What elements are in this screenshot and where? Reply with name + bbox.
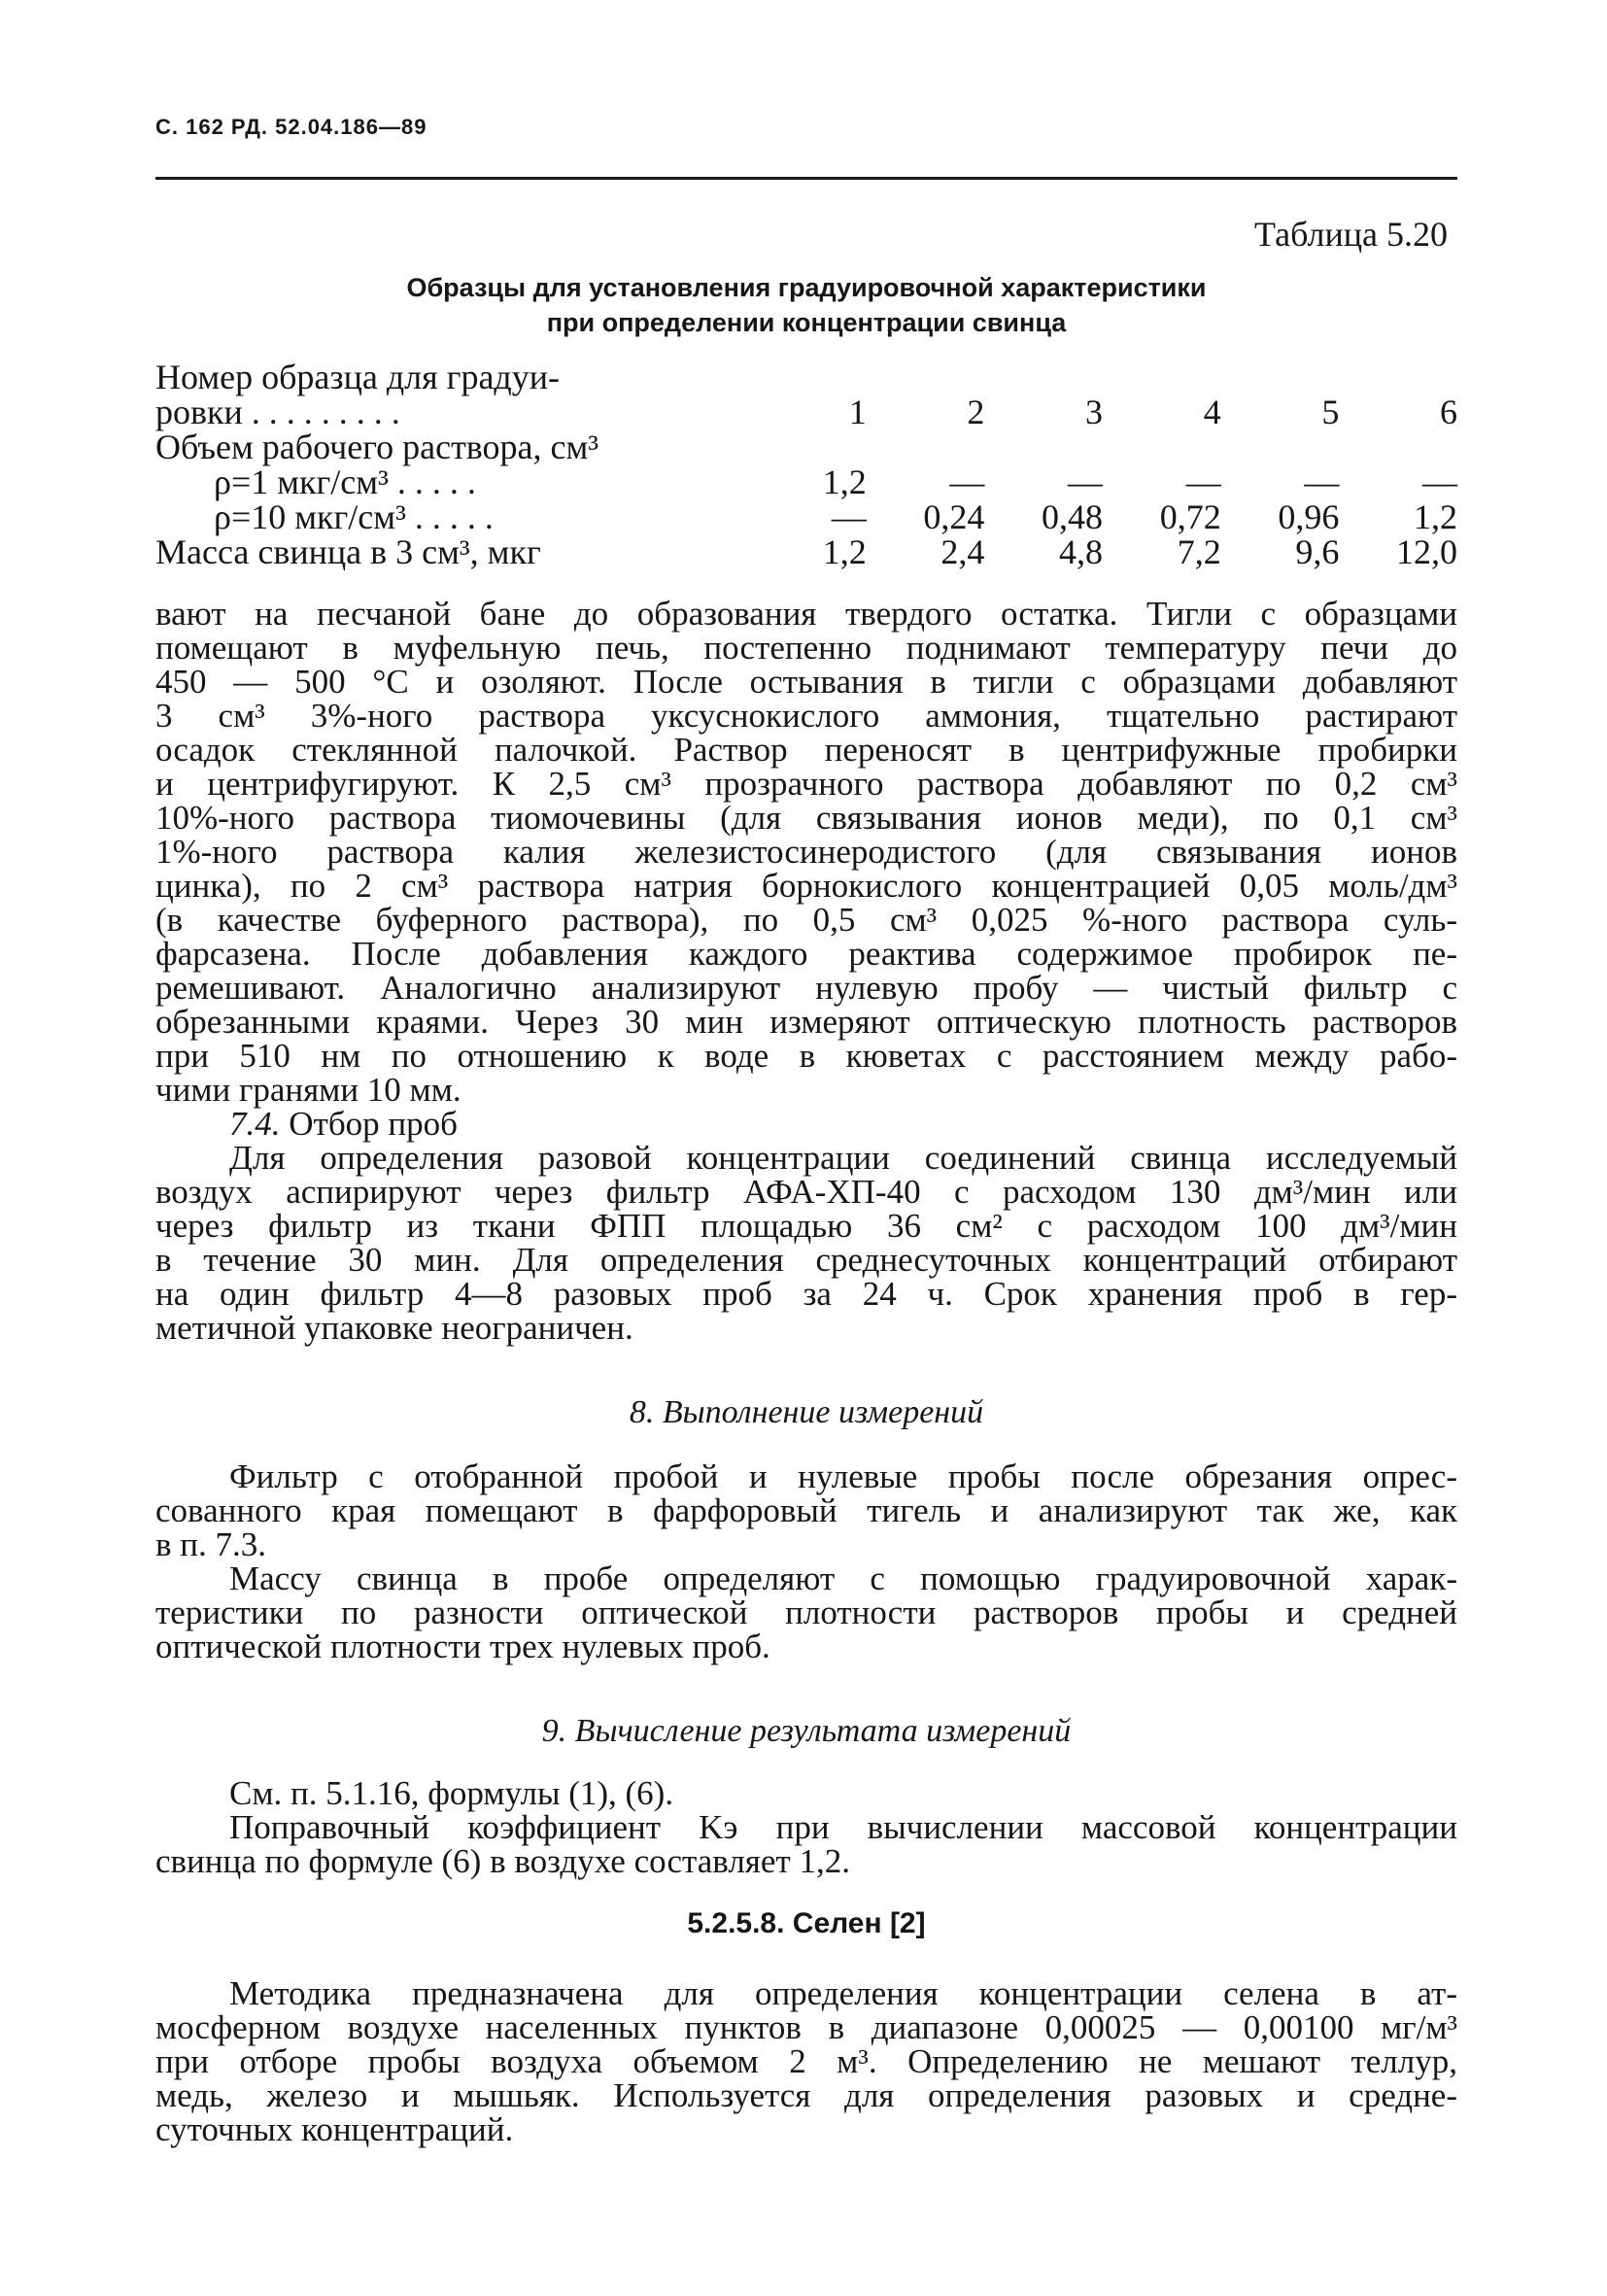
table-cell: — bbox=[1185, 463, 1221, 501]
section-8-text bbox=[155, 1459, 1457, 1663]
text-line: помещают в муфельную печь, постепенно поднимают температуру печи до bbox=[155, 629, 1457, 667]
text-line: свинца по формуле (6) в воздухе составляет 1,2. bbox=[155, 1842, 850, 1880]
section-7-4-heading bbox=[155, 1107, 1457, 1141]
table-cell: 1 bbox=[848, 393, 867, 431]
table-cell: 2,4 bbox=[940, 532, 985, 571]
text-line: на один фильтр 4—8 разовых проб за 24 ч. Срок хранения проб в гер- bbox=[155, 1275, 1457, 1313]
text-line: вают на песчаной бане до образования твердого остатка. Тигли с образцами bbox=[155, 595, 1457, 633]
text-line: чими гранями 10 мм. bbox=[155, 1071, 462, 1109]
text-line: сованного края помещают в фарфоровый тигель и анализируют так же, как bbox=[155, 1491, 1457, 1529]
section-9-heading: 9. Вычисление результата измерений bbox=[541, 1713, 1072, 1749]
table-cell: — bbox=[1304, 463, 1340, 501]
table-row bbox=[155, 534, 1457, 569]
table-cell: 1,2 bbox=[822, 463, 867, 501]
table-cell: 7,2 bbox=[1177, 532, 1221, 571]
text-line: Поправочный коэффициент Kэ при вычислении массовой концентрации bbox=[229, 1808, 1457, 1846]
section-title: Отбор проб bbox=[280, 1105, 458, 1143]
table-cell: — bbox=[1422, 463, 1457, 501]
table-cell: — bbox=[949, 463, 985, 501]
text-line: Методика предназначена для определения концентрации селена в ат- bbox=[229, 1974, 1457, 2012]
table-title-line: Образцы для установления градуировочной характеристики bbox=[406, 273, 1207, 302]
text-line: в течение 30 мин. Для определения среднесуточных концентраций отбирают bbox=[155, 1241, 1457, 1279]
header-rule bbox=[155, 177, 1457, 180]
text-line: Фильтр с отобранной пробой и нулевые пробы после обрезания опрес- bbox=[229, 1457, 1457, 1495]
text-line: Для определения разовой концентрации соединений свинца исследуемый bbox=[229, 1139, 1457, 1177]
main-text bbox=[155, 597, 1457, 1345]
section-number: 7.4. bbox=[229, 1105, 281, 1143]
text-line: воздух аспирируют через фильтр АФА-ХП-40 с расходом 130 дм³/мин или bbox=[155, 1173, 1457, 1211]
table-cell: 1,2 bbox=[822, 532, 867, 571]
text-line: осадок стеклянной палочкой. Раствор переносят в центрифужные пробирки bbox=[155, 731, 1457, 769]
text-line: См. п. 5.1.16, формулы (1), (6). bbox=[229, 1774, 674, 1812]
text-line: фарсазена. После добавления каждого реактива содержимое пробирок пе- bbox=[155, 935, 1457, 973]
text-line: при отборе пробы воздуха объемом 2 м³. Определению не мешают теллур, bbox=[155, 2042, 1457, 2080]
table-cell: 3 bbox=[1085, 393, 1104, 431]
text-line: через фильтр из ткани ФПП площадью 36 см² с расходом 100 дм³/мин bbox=[155, 1207, 1457, 1245]
table-cell: — bbox=[831, 497, 867, 536]
text-line: цинка), по 2 см³ раствора натрия борнокислого концентрацией 0,05 моль/дм³ bbox=[155, 867, 1457, 905]
table-cell: 0,72 bbox=[1159, 497, 1221, 536]
table-cell: 6 bbox=[1440, 393, 1457, 431]
text-line: ремешивают. Аналогично анализируют нулевую пробу — чистый фильтр с bbox=[155, 969, 1457, 1007]
table-cell: 4,8 bbox=[1059, 532, 1104, 571]
text-line: теристики по разности оптической плотности растворов пробы и средней bbox=[155, 1593, 1457, 1631]
table-row bbox=[155, 360, 1457, 394]
text-line: 3 см³ 3%-ного раствора уксуснокислого аммония, тщательно растирают bbox=[155, 697, 1457, 735]
table-cell: 5 bbox=[1321, 393, 1340, 431]
text-line: 1%-ного раствора калия железистосинеродистого (для связывания ионов bbox=[155, 833, 1457, 871]
table-cell: 1,2 bbox=[1414, 497, 1457, 536]
text-line: суточных концентраций. bbox=[155, 2110, 514, 2148]
row-label: ровки . . . . . . . . . bbox=[155, 393, 400, 431]
table-cell: 12,0 bbox=[1396, 532, 1457, 571]
text-line: медь, железо и мышьяк. Используется для определения разовых и средне- bbox=[155, 2076, 1457, 2114]
section-8-heading: 8. Выполнение измерений bbox=[629, 1394, 984, 1430]
section-9-text bbox=[155, 1776, 1457, 1878]
text-line: оптической плотности трех нулевых проб. bbox=[155, 1628, 770, 1665]
table-cell: 0,24 bbox=[923, 497, 985, 536]
text-line: метичной упаковке неограничен. bbox=[155, 1309, 633, 1347]
table-title bbox=[155, 270, 1457, 340]
table-cell: 0,48 bbox=[1042, 497, 1104, 536]
table-row bbox=[155, 499, 1457, 534]
text-line: 450 — 500 °С и озоляют. После остывания в тигли с образцами добавляют bbox=[155, 663, 1457, 701]
paragraph bbox=[155, 1141, 1457, 1345]
selenium-section-text bbox=[155, 1976, 1457, 2146]
table-cell: 2 bbox=[967, 393, 985, 431]
table-cell: — bbox=[1068, 463, 1104, 501]
table-row bbox=[155, 394, 1457, 429]
table-cell: 0,96 bbox=[1278, 497, 1340, 536]
table-cell: 4 bbox=[1203, 393, 1221, 431]
row-label: ρ=1 мкг/см³ . . . . . bbox=[214, 463, 476, 501]
text-line: при 510 нм по отношению к воде в кюветах с расстоянием между рабо- bbox=[155, 1037, 1457, 1075]
table-row bbox=[155, 429, 1457, 464]
row-label: Масса свинца в 3 см³, мкг bbox=[155, 532, 541, 571]
text-line: 10%-ного раствора тиомочевины (для связывания ионов меди), по 0,1 см³ bbox=[155, 799, 1457, 837]
table-cell: 9,6 bbox=[1295, 532, 1340, 571]
calibration-table bbox=[155, 360, 1457, 569]
text-line: мосферном воздухе населенных пунктов в диапазоне 0,00025 — 0,00100 мг/м³ bbox=[155, 2008, 1457, 2046]
table-row bbox=[155, 464, 1457, 499]
text-line: и центрифугируют. К 2,5 см³ прозрачного раствора добавляют по 0,2 см³ bbox=[155, 765, 1457, 803]
text-line: обрезанными краями. Через 30 мин измеряют оптическую плотность растворов bbox=[155, 1003, 1457, 1041]
row-label: ρ=10 мкг/см³ . . . . . bbox=[214, 497, 494, 536]
page-header: С. 162 РД. 52.04.186—89 bbox=[155, 115, 427, 139]
text-line: (в качестве буферного раствора), по 0,5 см³ 0,025 %-ного раствора суль- bbox=[155, 901, 1457, 939]
paragraph bbox=[155, 597, 1457, 1107]
row-label: Объем рабочего раствора, см³ bbox=[155, 428, 599, 466]
row-label: Номер образца для градуи- bbox=[155, 358, 560, 396]
table-caption: Таблица 5.20 bbox=[1254, 215, 1448, 254]
selenium-section-heading: 5.2.5.8. Селен [2] bbox=[687, 1907, 926, 1939]
text-line: в п. 7.3. bbox=[155, 1525, 267, 1563]
text-line: Массу свинца в пробе определяют с помощью градуировочной харак- bbox=[229, 1559, 1457, 1597]
table-title-line: при определении концентрации свинца bbox=[546, 308, 1067, 337]
